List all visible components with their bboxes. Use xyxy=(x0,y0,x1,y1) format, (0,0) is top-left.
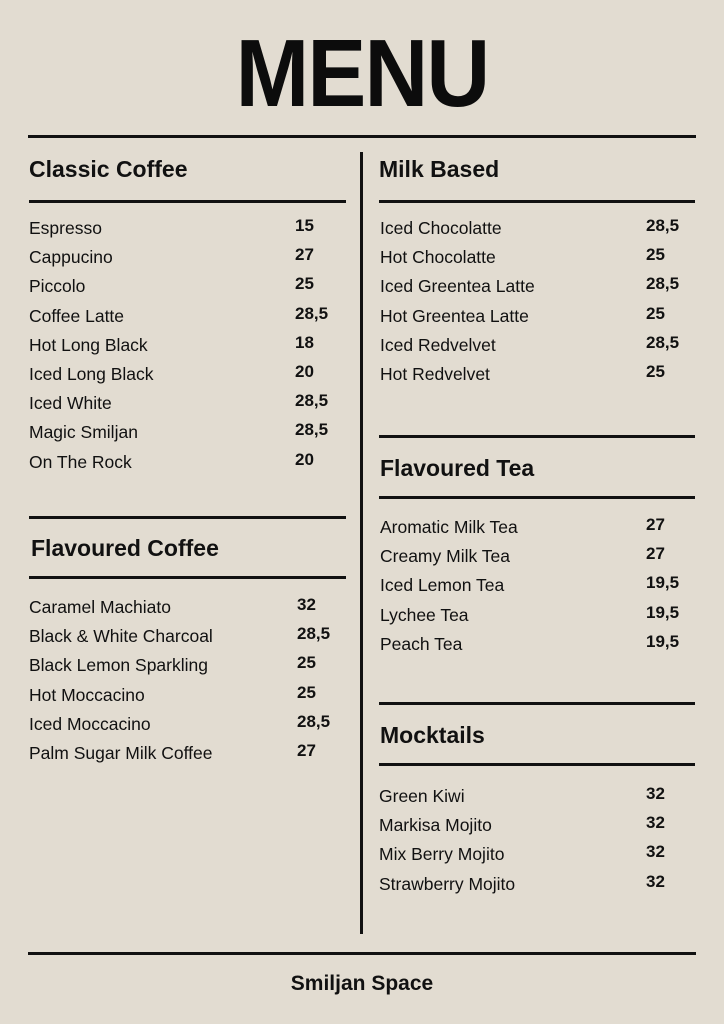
menu-list xyxy=(379,785,695,902)
menu-item xyxy=(379,574,695,603)
section-divider xyxy=(29,576,346,579)
item-price: 20 xyxy=(295,361,314,381)
menu-item xyxy=(29,305,347,334)
item-price: 25 xyxy=(295,274,314,294)
item-price: 25 xyxy=(646,245,665,265)
item-price: 32 xyxy=(646,871,665,891)
section-divider xyxy=(29,200,346,203)
item-price: 19,5 xyxy=(646,573,680,593)
menu-item xyxy=(379,843,695,872)
item-name: Iced Moccacino xyxy=(29,713,151,734)
item-price: 25 xyxy=(297,682,316,702)
section-mocktails xyxy=(379,721,695,894)
item-price: 27 xyxy=(297,740,316,760)
item-name: Iced Long Black xyxy=(29,363,154,384)
item-price: 27 xyxy=(646,515,665,534)
menu-item xyxy=(29,334,347,363)
menu-item xyxy=(379,633,695,662)
item-name: Green Kiwi xyxy=(379,786,465,806)
item-name: Hot Long Black xyxy=(29,334,148,355)
menu-item xyxy=(379,516,695,545)
item-name: Iced Chocolatte xyxy=(380,218,502,238)
menu-item xyxy=(29,246,347,275)
menu-item xyxy=(29,392,347,421)
item-price: 28,5 xyxy=(646,274,680,294)
menu-item xyxy=(379,246,695,275)
item-name: Iced Greentea Latte xyxy=(380,276,535,297)
item-name: Hot Greentea Latte xyxy=(380,305,529,326)
item-price: 25 xyxy=(646,361,665,381)
item-name: Mix Berry Mojito xyxy=(379,844,505,865)
item-price: 32 xyxy=(646,784,665,803)
column-divider xyxy=(360,152,363,934)
item-name: Iced Redvelvet xyxy=(380,334,496,355)
item-name: Hot Moccacino xyxy=(29,684,145,705)
bottom-divider xyxy=(28,952,696,955)
section-divider xyxy=(379,763,695,766)
item-price: 32 xyxy=(297,595,316,614)
item-price: 19,5 xyxy=(646,602,680,622)
menu-item xyxy=(29,363,347,392)
section-top-divider xyxy=(379,702,695,705)
section-divider xyxy=(379,200,695,203)
menu-list xyxy=(379,516,695,662)
item-name: Magic Smiljan xyxy=(29,422,138,443)
menu-list xyxy=(29,217,347,480)
menu-item xyxy=(379,785,695,814)
item-price: 28,5 xyxy=(295,303,329,323)
section-title: Classic Coffee xyxy=(29,156,188,182)
item-price: 20 xyxy=(295,449,314,469)
menu-item xyxy=(29,421,347,450)
menu-title: MENU xyxy=(235,20,489,127)
item-name: Strawberry Mojito xyxy=(379,873,516,894)
menu-item xyxy=(379,814,695,843)
item-price: 28,5 xyxy=(297,711,331,731)
item-price: 15 xyxy=(295,216,314,235)
section-divider xyxy=(379,496,695,499)
item-name: Iced Lemon Tea xyxy=(380,575,505,596)
menu-item xyxy=(29,684,347,713)
item-name: Lychee Tea xyxy=(380,604,469,625)
item-name: On The Rock xyxy=(29,451,132,472)
menu-item xyxy=(379,275,695,304)
section-flavoured-coffee xyxy=(29,534,347,763)
menu-item xyxy=(29,596,347,625)
item-price: 32 xyxy=(646,813,665,833)
item-name: Coffee Latte xyxy=(29,305,125,326)
menu-list xyxy=(379,217,695,392)
item-price: 28,5 xyxy=(295,420,329,440)
item-name: Piccolo xyxy=(29,276,86,297)
menu-item xyxy=(379,305,695,334)
item-name: Espresso xyxy=(29,218,102,238)
section-title: Mocktails xyxy=(380,722,485,748)
menu-item xyxy=(29,713,347,742)
menu-item xyxy=(29,275,347,304)
item-name: Peach Tea xyxy=(380,633,463,654)
item-price: 28,5 xyxy=(646,332,680,352)
section-milk-based xyxy=(379,155,695,384)
item-name: Markisa Mojito xyxy=(379,815,492,836)
menu-item xyxy=(379,363,695,392)
menu-item xyxy=(29,451,347,480)
item-name: Iced White xyxy=(29,393,112,414)
item-price: 28,5 xyxy=(297,624,331,644)
item-name: Caramel Machiato xyxy=(29,597,171,617)
item-name: Creamy Milk Tea xyxy=(380,546,510,567)
item-price: 32 xyxy=(646,842,665,862)
item-name: Cappucino xyxy=(29,247,113,268)
item-price: 25 xyxy=(646,303,665,323)
section-classic-coffee xyxy=(29,155,347,472)
menu-item xyxy=(379,334,695,363)
menu-item xyxy=(379,604,695,633)
item-name: Aromatic Milk Tea xyxy=(380,517,518,537)
menu-item xyxy=(379,217,695,246)
section-top-divider xyxy=(29,516,346,519)
section-title: Flavoured Tea xyxy=(380,455,535,481)
menu-item xyxy=(379,545,695,574)
menu-item xyxy=(29,742,347,771)
item-price: 25 xyxy=(297,653,316,673)
item-price: 27 xyxy=(295,245,314,265)
item-name: Hot Redvelvet xyxy=(380,363,490,384)
section-flavoured-tea xyxy=(379,454,695,654)
footer-brand: Smiljan Space xyxy=(290,972,434,995)
menu-item xyxy=(29,654,347,683)
menu-item xyxy=(29,217,347,246)
item-name: Palm Sugar Milk Coffee xyxy=(29,742,213,763)
item-price: 19,5 xyxy=(646,631,680,651)
menu-item xyxy=(29,625,347,654)
item-price: 27 xyxy=(646,544,665,564)
menu-item xyxy=(379,873,695,902)
item-price: 28,5 xyxy=(295,391,329,411)
top-divider xyxy=(28,135,696,138)
item-name: Black & White Charcoal xyxy=(29,626,213,647)
item-name: Black Lemon Sparkling xyxy=(29,655,208,676)
section-title: Milk Based xyxy=(379,156,500,182)
menu-list xyxy=(29,596,347,771)
item-price: 28,5 xyxy=(646,216,680,235)
section-top-divider xyxy=(379,435,695,438)
item-price: 18 xyxy=(295,332,314,352)
section-title: Flavoured Coffee xyxy=(31,535,219,561)
item-name: Hot Chocolatte xyxy=(380,247,496,268)
